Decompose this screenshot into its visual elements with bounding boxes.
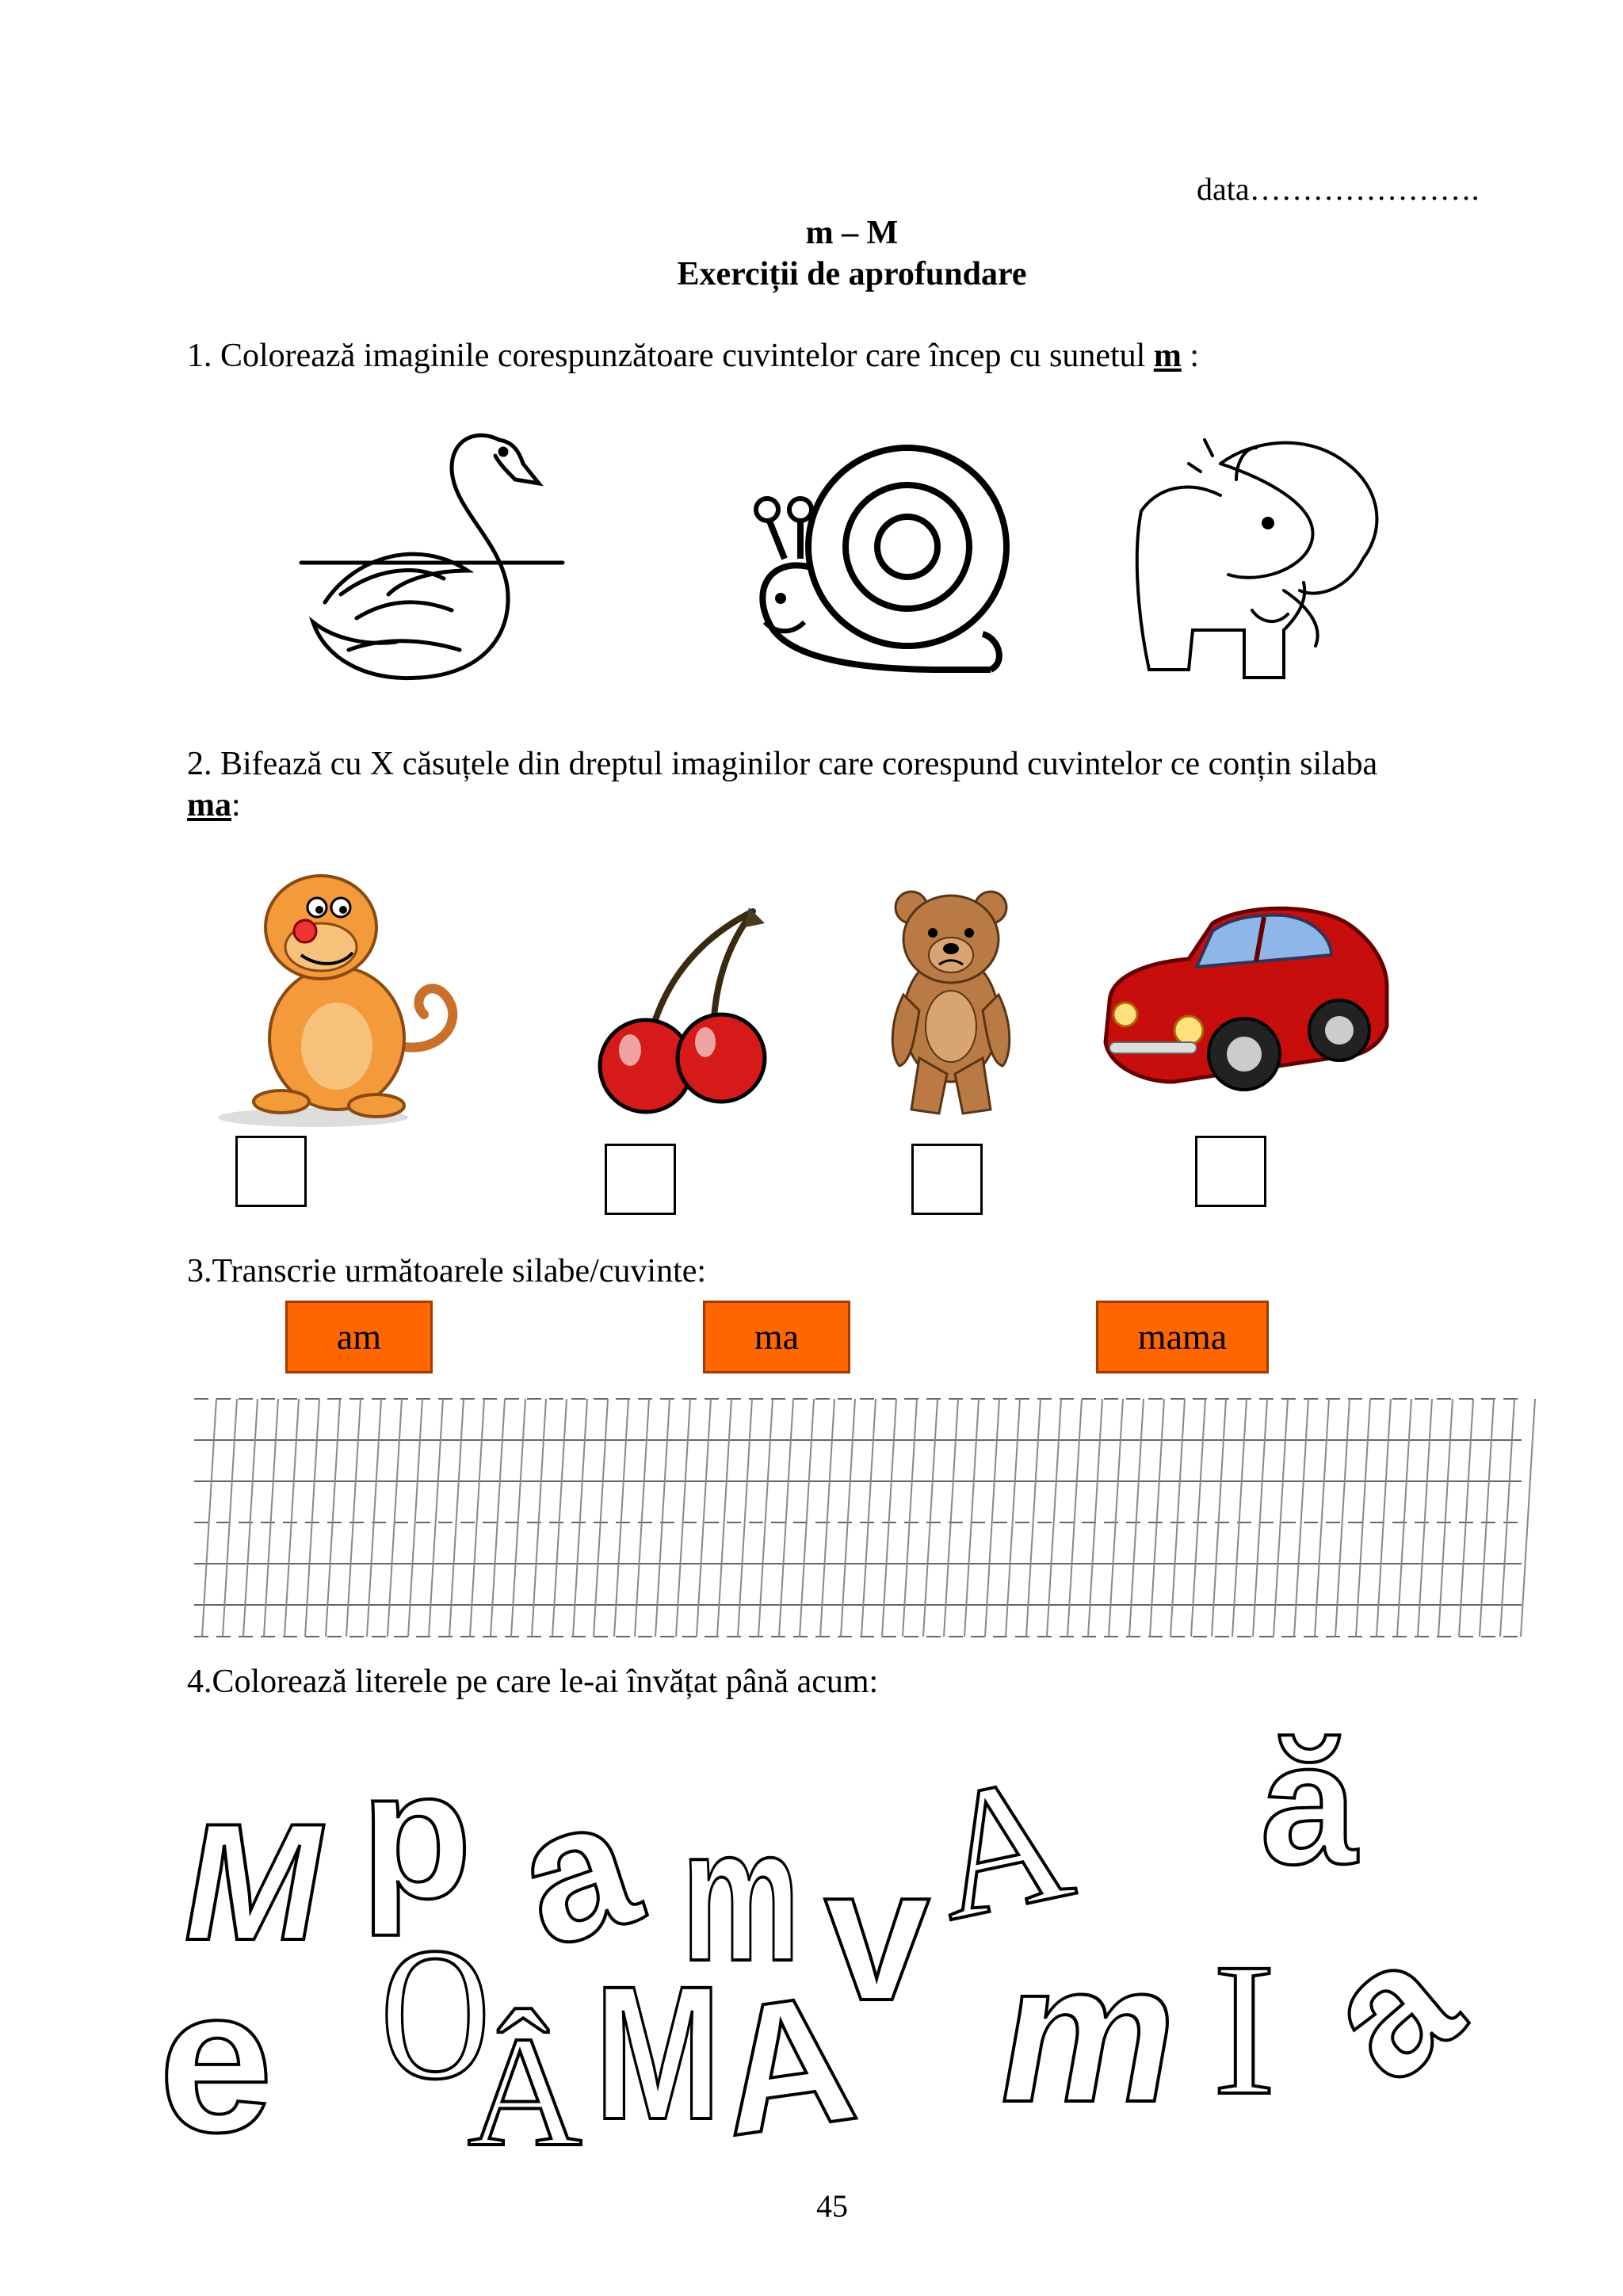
- letter-p[interactable]: p: [361, 1733, 472, 1936]
- date-line: data………………….: [1197, 171, 1480, 207]
- letter-I[interactable]: I: [1212, 1924, 1276, 2134]
- page-subtitle: Exerciții de aprofundare: [677, 256, 1027, 292]
- page-title: m – M: [805, 215, 899, 251]
- letter-m-1[interactable]: m: [682, 1788, 800, 2000]
- swan-drawing: [301, 420, 571, 705]
- letter-A-circumflex[interactable]: Â: [468, 2004, 582, 2179]
- checkbox-car[interactable]: [1195, 1136, 1266, 1207]
- syllable-card-am: am: [285, 1301, 433, 1373]
- letter-A-2[interactable]: A: [707, 1954, 867, 2175]
- task-2-instruction-continued: ma:: [187, 787, 241, 823]
- monkey-picture: [226, 864, 479, 1133]
- syllable-card-ma: ma: [703, 1301, 850, 1373]
- task-3-instruction: 3.Transcrie următoarele silabe/cuvinte:: [187, 1253, 707, 1289]
- letter-a-1[interactable]: a: [492, 1752, 659, 1988]
- letter-e[interactable]: e: [158, 1946, 273, 2176]
- letter-O[interactable]: O: [380, 1908, 491, 2118]
- letter-a-breve[interactable]: ă: [1260, 1706, 1358, 1901]
- letter-M-1[interactable]: M: [170, 1789, 342, 1975]
- snail-drawing: [737, 440, 1022, 701]
- page-number: 45: [816, 2188, 848, 2224]
- checkbox-teddy-bear[interactable]: [911, 1144, 983, 1215]
- letter-A-1[interactable]: A: [915, 1733, 1086, 1959]
- task-1-instruction: 1. Colorează imaginile corespunzătoare cuvintelor care încep cu sunetul m :: [187, 338, 1199, 374]
- syllable-card-mama: mama: [1096, 1301, 1269, 1373]
- letter-M-2[interactable]: M: [594, 1946, 721, 2159]
- checkbox-monkey[interactable]: [235, 1136, 307, 1207]
- checkbox-cherries[interactable]: [605, 1144, 676, 1215]
- letter-m-2[interactable]: m: [983, 1922, 1198, 2143]
- elephant-drawing: [1125, 432, 1411, 701]
- task-4-instruction: 4.Colorează literele pe care le-ai învățat până acum:: [187, 1664, 879, 1700]
- cherries-picture: [586, 904, 777, 1110]
- task-2-syllable: ma: [187, 787, 231, 823]
- task-2-instruction: 2. Bifează cu X căsuțele din dreptul imaginilor care corespund cuvintelor ce conțin silaba: [187, 746, 1378, 782]
- letter-v[interactable]: v: [824, 1828, 930, 2040]
- writing-lines[interactable]: [194, 1391, 1522, 1645]
- task-1-sound: m: [1153, 338, 1182, 374]
- red-car-picture: [1094, 892, 1395, 1106]
- letter-a-2[interactable]: a: [1285, 1898, 1495, 2120]
- teddy-bear-picture: [884, 884, 1026, 1121]
